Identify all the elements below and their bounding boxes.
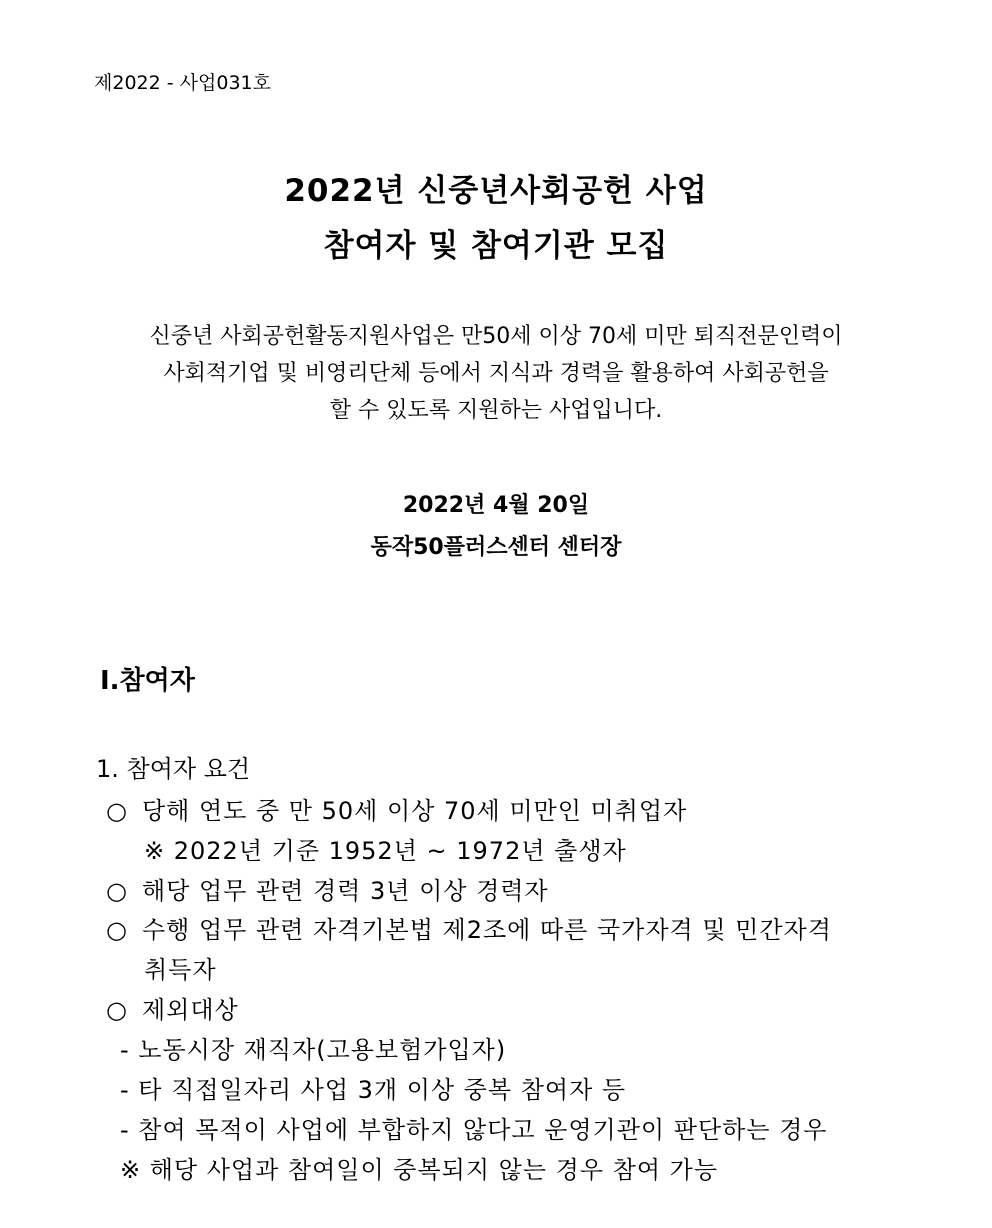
participation-note: ※ 해당 사업과 참여일이 중복되지 않는 경우 참여 가능: [120, 1156, 719, 1184]
requirement-item-age: [106, 791, 687, 826]
issue-date: 2022년 4월 20일: [402, 493, 590, 518]
exclusion-item: - 참여 목적이 사업에 부합하지 않다고 운영기관이 판단하는 경우: [120, 1116, 828, 1144]
circle-bullet-icon: ○: [106, 996, 128, 1024]
requirement-item-qualification-cont: 취득자: [144, 956, 217, 984]
intro-line1: 신중년 사회공헌활동지원사업은 만50세 이상 70세 미만 퇴직전문인력이: [149, 324, 843, 349]
exclusion-item: - 타 직접일자리 사업 3개 이상 중복 참여자 등: [120, 1076, 627, 1104]
requirement-item-exclusions: [106, 990, 239, 1025]
requirement-text: 당해 연도 중 만 50세 이상 70세 미만인 미취업자: [142, 797, 688, 825]
section-title-participants: Ⅰ.참여자: [100, 666, 195, 696]
intro-line2: 사회적기업 및 비영리단체 등에서 지식과 경력을 활용하여 사회공헌을: [163, 361, 829, 386]
requirements-heading: 1. 참여자 요건: [96, 755, 251, 783]
intro-line3: 할 수 있도록 지원하는 사업입니다.: [329, 398, 663, 423]
document-title-line2: 참여자 및 참여기관 모집: [323, 228, 669, 264]
requirement-text: 제외대상: [142, 996, 239, 1024]
document-title-line1: 2022년 신중년사회공헌 사업: [284, 173, 708, 209]
requirement-note-birth-years: ※ 2022년 기준 1952년 ~ 1972년 출생자: [144, 837, 627, 865]
document-number: 제2022 - 사업031호: [94, 72, 271, 94]
requirement-item-qualification: [106, 910, 832, 945]
requirement-text: 해당 업무 관련 경력 3년 이상 경력자: [142, 877, 549, 905]
circle-bullet-icon: ○: [106, 916, 128, 944]
issuer: 동작50플러스센터 센터장: [370, 535, 622, 560]
requirement-text: 수행 업무 관련 자격기본법 제2조에 따른 국가자격 및 민간자격: [142, 916, 832, 944]
requirement-item-experience: [106, 871, 549, 906]
exclusion-item: - 노동시장 재직자(고용보험가입자): [120, 1036, 507, 1064]
circle-bullet-icon: ○: [106, 877, 128, 905]
circle-bullet-icon: ○: [106, 797, 128, 825]
